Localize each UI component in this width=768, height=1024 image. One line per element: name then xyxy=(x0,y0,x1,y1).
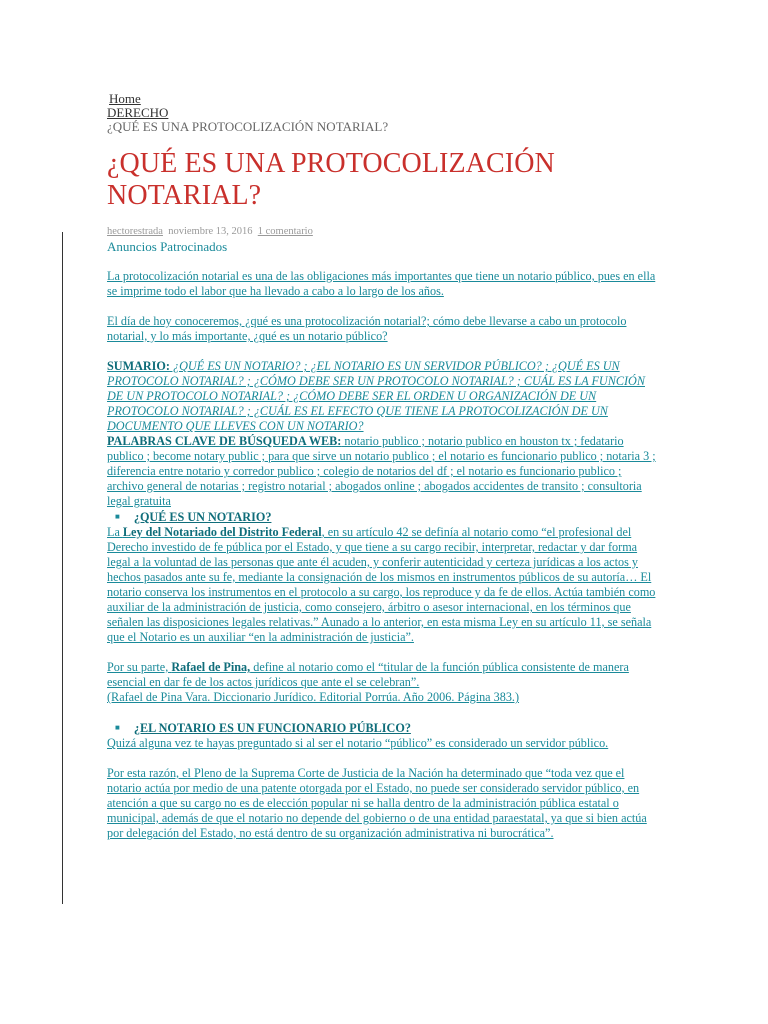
section1-p1-post: , en su artículo 42 se definía al notario como “el profesional del Derecho investido de fe pública por el Estado, y que tiene a su cargo recibir, interpretar, redactar y dar forma legal a la voluntad de las personas que ante él acuden, y conferir autenticidad y certeza jurídicas a los actos y hechos pasados ante su fe, mediante la consignación de los mismos en instrumentos públicos de su autoría… El notario conserva los instrumentos en el protocolo a su cargo, los reproduce y da fe de ellos. Actúa también como auxiliar de la administración de justicia, como consejero, árbitro o asesor internacional, en los términos que señalen las disposiciones legales relativas.” Aunado a lo anterior, en esta misma Ley en su artículo 11, se señala que el Notario es un auxiliar “en la administración de justicia”. xyxy=(107,525,656,644)
section1-heading-text: ¿QUÉ ES UN NOTARIO? xyxy=(133,510,272,524)
section1-p2-pre: Por su parte, xyxy=(107,660,172,674)
page-title: ¿QUÉ ES UNA PROTOCOLIZACIÓN NOTARIAL? xyxy=(107,148,555,211)
breadcrumb xyxy=(107,92,659,134)
keywords-label: PALABRAS CLAVE DE BÚSQUEDA WEB: xyxy=(107,434,342,448)
section1-p1-pre: La xyxy=(107,525,123,539)
post-date: noviembre 13, 2016 xyxy=(168,226,253,237)
section1-heading[interactable] xyxy=(107,509,659,525)
keywords-text: notario publico ; notario publico en houston tx ; fedatario publico ; become notary public ; para que sirve un notario publico ; el notario es funcionario publico ; notaria 3 ; diferencia entre notario y corredor publico ; colegio de notarios del df ; el notario es funcionario publico ; archivo general de notarias ; registro notarial ; abogados online ; abogados accidentes de transito ; consultoria legal gratuita xyxy=(107,434,656,508)
section1-p2-post: define al notario como el “titular de la función pública consistente de manera esencial en dar fe de los actos jurídicos que ante el se celebran”. xyxy=(107,660,629,689)
law-name: Ley del Notariado del Distrito Federal xyxy=(122,525,322,539)
breadcrumb-section-link[interactable]: DERECHO xyxy=(107,105,169,120)
sponsored-ads-label: Anuncios Patrocinados xyxy=(107,239,228,254)
article-body xyxy=(107,254,659,841)
section2-paragraph1[interactable]: Quizá alguna vez te hayas preguntado si al ser el notario “público” es considerado un servidor público. xyxy=(107,736,609,750)
comments-link[interactable]: 1 comentario xyxy=(257,226,313,237)
author-name: Rafael de Pina, xyxy=(171,660,251,674)
post-meta xyxy=(107,226,659,238)
today-paragraph[interactable]: El día de hoy conoceremos, ¿qué es una protocolización notarial?; cómo debe llevarse a cabo un protocolo notarial, y lo más importante, ¿qué es un notario público? xyxy=(107,314,627,343)
bullet-square-icon: ■ xyxy=(115,512,120,521)
section1-paragraph1[interactable] xyxy=(107,525,659,645)
sumario-label: SUMARIO: xyxy=(107,359,170,373)
intro-paragraph[interactable]: La protocolización notarial es una de las obligaciones más importantes que tiene un notario público, pues en ella se imprime todo el labor que ha llevado a cabo a lo largo de los años. xyxy=(107,269,656,298)
author-link[interactable]: hectorestrada xyxy=(107,226,163,237)
section2-paragraph2[interactable]: Por esta razón, el Pleno de la Suprema Corte de Justicia de la Nación ha determinado que “toda vez que el notario actúa por medio de una patente otorgada por el Estado, no puede ser considerado servidor público, en atención a que su cargo no es de elección popular ni se halla dentro de la administración pública estatal o municipal, además de que el notario no depende del gobierno o de una entidad paraestatal, ya que si bien actúa por delegación del Estado, no está dentro de su organización administrativa ni burocrática”. xyxy=(107,766,647,840)
citation[interactable]: (Rafael de Pina Vara. Diccionario Jurídico. Editorial Porrúa. Año 2006. Página 383.) xyxy=(107,690,520,704)
breadcrumb-home-link[interactable]: Home xyxy=(109,91,141,106)
bullet-square-icon: ■ xyxy=(115,723,120,732)
section2-heading[interactable] xyxy=(107,720,659,736)
sumario-paragraph[interactable] xyxy=(107,359,659,434)
keywords-paragraph[interactable] xyxy=(107,434,659,509)
article xyxy=(107,92,659,841)
breadcrumb-current: ¿QUÉ ES UNA PROTOCOLIZACIÓN NOTARIAL? xyxy=(107,119,389,134)
left-margin-rule xyxy=(62,232,63,904)
section1-paragraph2[interactable] xyxy=(107,660,659,690)
section2-heading-text: ¿EL NOTARIO ES UN FUNCIONARIO PÚBLICO? xyxy=(133,721,411,735)
sumario-text: ¿QUÉ ES UN NOTARIO? ; ¿EL NOTARIO ES UN SERVIDOR PÚBLICO? ; ¿QUÉ ES UN PROTOCOLO NOTARIAL? ; ¿CÓMO DEBE SER UN PROTOCOLO NOTARIAL? ; CUÁL ES LA FUNCIÓN DE UN PROTOCOLO NOTARIAL? ; ¿CÓMO DEBE SER EL ORDEN U ORGANIZACIÓN DE UN PROTOCOLO NOTARIAL? ; ¿CUÁL ES EL EFECTO QUE TIENE LA PROTOCOLIZACIÓN DE UN DOCUMENTO QUE LLEVES CON UN NOTARIO? xyxy=(107,359,645,433)
